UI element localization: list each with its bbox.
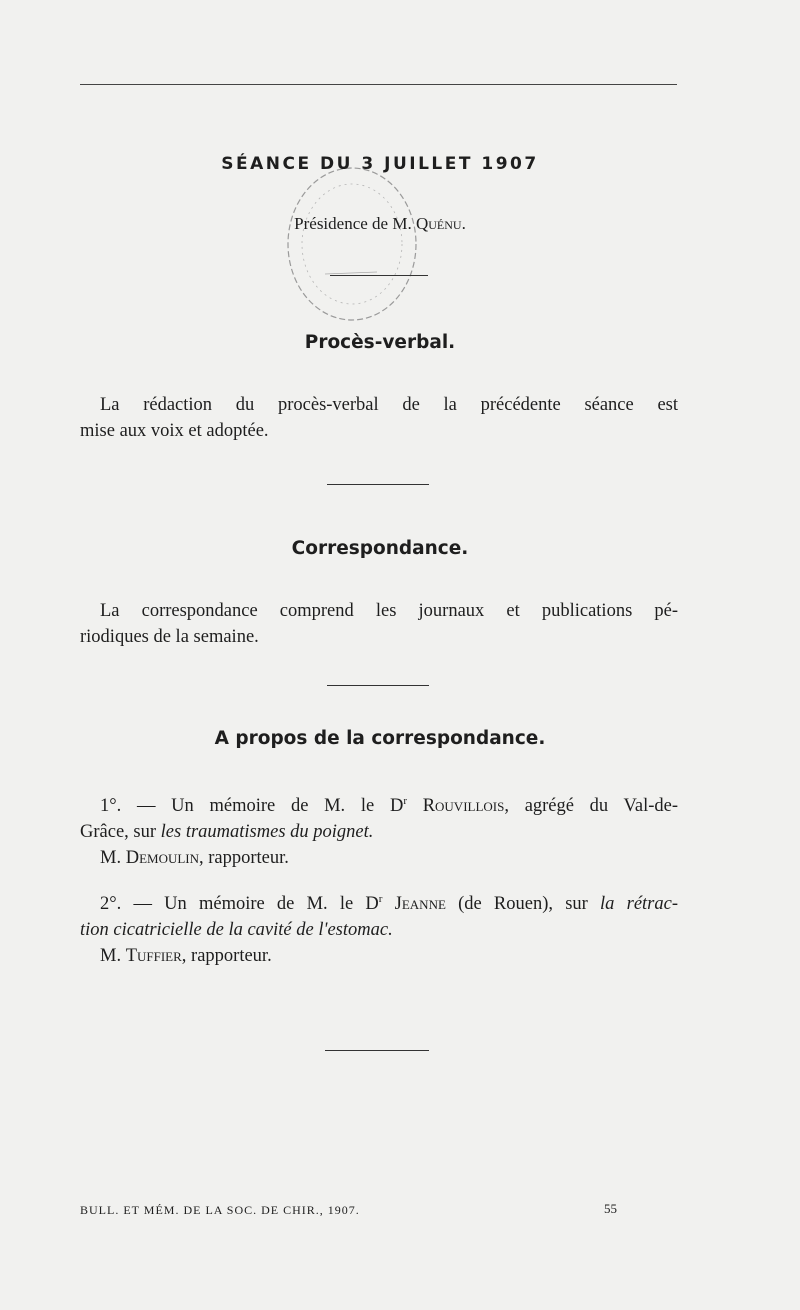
- item-2-rapporteur-suffix: , rapporteur.: [181, 946, 272, 967]
- item-1-text-start: 1°. — Un mémoire de M. le D: [100, 796, 404, 817]
- item-1-dr-sup: r: [403, 795, 407, 807]
- top-rule: [80, 84, 677, 85]
- presidence-line: [0, 214, 760, 234]
- item-1-text-end: , agrégé du Val-de-: [504, 796, 678, 817]
- item-1-rapporteur-suffix: , rapporteur.: [199, 848, 289, 869]
- item-1-line-2-start: Grâce, sur: [80, 822, 161, 843]
- item-2-title-start: la rétrac-: [600, 894, 678, 915]
- item-2-rapporteur-prefix: M.: [100, 946, 126, 967]
- paragraph-correspondance: [80, 598, 678, 650]
- item-2-rapporteur: [80, 943, 678, 969]
- item-2-title-end: tion cicatricielle de la cavité de l'estomac.: [80, 920, 393, 941]
- heading-correspondance: Correspondance.: [291, 538, 469, 559]
- correspondance-line-2: riodiques de la semaine.: [80, 627, 259, 647]
- item-1-rapporteur-prefix: M.: [100, 848, 126, 869]
- seance-title: SÉANCE DU 3 JUILLET 1907: [221, 154, 539, 174]
- divider-2: [327, 484, 429, 485]
- item-2-text-start: 2°. — Un mémoire de M. le D: [100, 894, 379, 915]
- item-2-author: Jeanne: [382, 894, 446, 915]
- item-2: [80, 886, 678, 969]
- footer-journal: BULL. ET MÉM. DE LA SOC. DE CHIR., 1907.: [80, 1203, 360, 1217]
- divider-1: [330, 275, 428, 276]
- item-1-line-2: [80, 819, 678, 845]
- item-2-rapporteur-name: Tuffier: [125, 946, 182, 967]
- heading-a-propos: A propos de la correspondance.: [214, 728, 546, 749]
- heading-proces-verbal: Procès-verbal.: [304, 332, 456, 353]
- item-2-dr-sup: r: [378, 893, 383, 905]
- paragraph-proces-verbal: [80, 392, 678, 444]
- proces-verbal-line-1: La rédaction du procès-verbal de la précédente séance est: [100, 395, 678, 415]
- divider-3: [327, 685, 429, 686]
- item-2-line-1: [80, 886, 678, 917]
- president-name: Quénu.: [415, 214, 466, 233]
- item-1-line-1: [80, 788, 678, 819]
- item-1-rapporteur-name: Demoulin: [125, 848, 199, 869]
- page-number: 55: [604, 1201, 617, 1216]
- item-1: [80, 788, 678, 871]
- divider-4: [325, 1050, 429, 1051]
- proces-verbal-line-2: mise aux voix et adoptée.: [80, 421, 269, 441]
- item-2-line-2: [80, 917, 678, 943]
- library-stamp: [277, 154, 427, 330]
- item-2-text-mid: (de Rouen), sur: [445, 894, 601, 915]
- correspondance-line-1: La correspondance comprend les journaux et publications pé-: [100, 601, 678, 621]
- item-1-rapporteur: [80, 845, 678, 871]
- item-1-title: les traumatismes du poignet.: [160, 822, 374, 843]
- item-1-author: Rouvillois: [406, 796, 505, 817]
- presidence-prefix: Présidence de M.: [294, 214, 412, 233]
